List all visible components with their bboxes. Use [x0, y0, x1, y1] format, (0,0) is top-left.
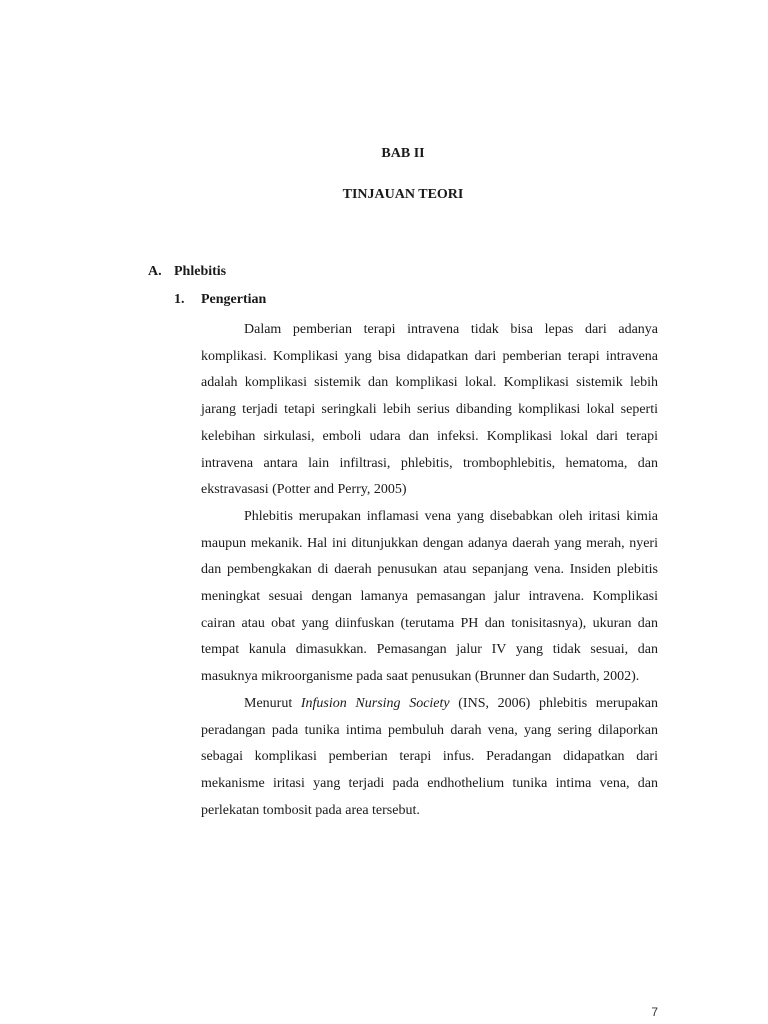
section-label: A.: [148, 264, 162, 279]
paragraph-1: Dalam pemberian terapi intravena tidak bisa lepas dari adanya komplikasi. Komplikasi yang bisa didapatkan dari pemberian terapi intravena adalah komplikasi sistemik dan komplikasi lokal. Komplikasi sistemik lebih jarang terjadi tetapi seringkali lebih serius dibanding komplikasi lokal seperti kelebihan sirkulasi, emboli udara dan infeksi. Komplikasi lokal dari terapi intravena antara lain infiltrasi, phlebitis, trombophlebitis, hematoma, dan ekstravasasi (Potter and Perry, 2005): [201, 322, 658, 498]
subsection-title: Pengertian: [201, 292, 267, 307]
body-text: [201, 317, 658, 824]
paragraph-3-before: Menurut: [244, 695, 301, 711]
section-title: Phlebitis: [174, 264, 227, 279]
chapter-number: BAB II: [381, 146, 425, 161]
paragraph-2: Phlebitis merupakan inflamasi vena yang disebabkan oleh iritasi kimia maupun mekanik. Hal ini ditunjukkan dengan adanya daerah yang merah, nyeri dan pembengkakan di daerah penusukan atau sepanjang vena. Insiden plebitis meningkat sesuai dengan lamanya pemasangan jalur intravena. Komplikasi cairan atau obat yang diinfuskan (terutama PH dan tonisitasnya), ukuran dan tempat kanula dimasukkan. Pemasangan jalur IV yang tidak sesuai, dan masuknya mikroorganisme pada saat penusukan (Brunner dan Sudarth, 2002).: [201, 508, 658, 685]
paragraph-3: [201, 691, 658, 825]
subsection-label: 1.: [174, 292, 185, 307]
chapter-title: TINJAUAN TEORI: [342, 187, 464, 202]
subsection-heading: [174, 292, 266, 308]
paragraph-3-italic: Infusion Nursing Society: [300, 695, 450, 711]
paragraph-3-after: (INS, 2006) phlebitis merupakan peradangan pada tunika intima pembuluh darah vena, yang sering dilaporkan sebagai komplikasi pemberian terapi infus. Peradangan didapatkan dari mekanisme iritasi yang terjadi pada endhothelium tunika intima vena, dan perlekatan tombosit pada area tersebut.: [201, 695, 659, 818]
section-heading: [148, 264, 226, 280]
page-number: 7: [651, 1005, 658, 1019]
